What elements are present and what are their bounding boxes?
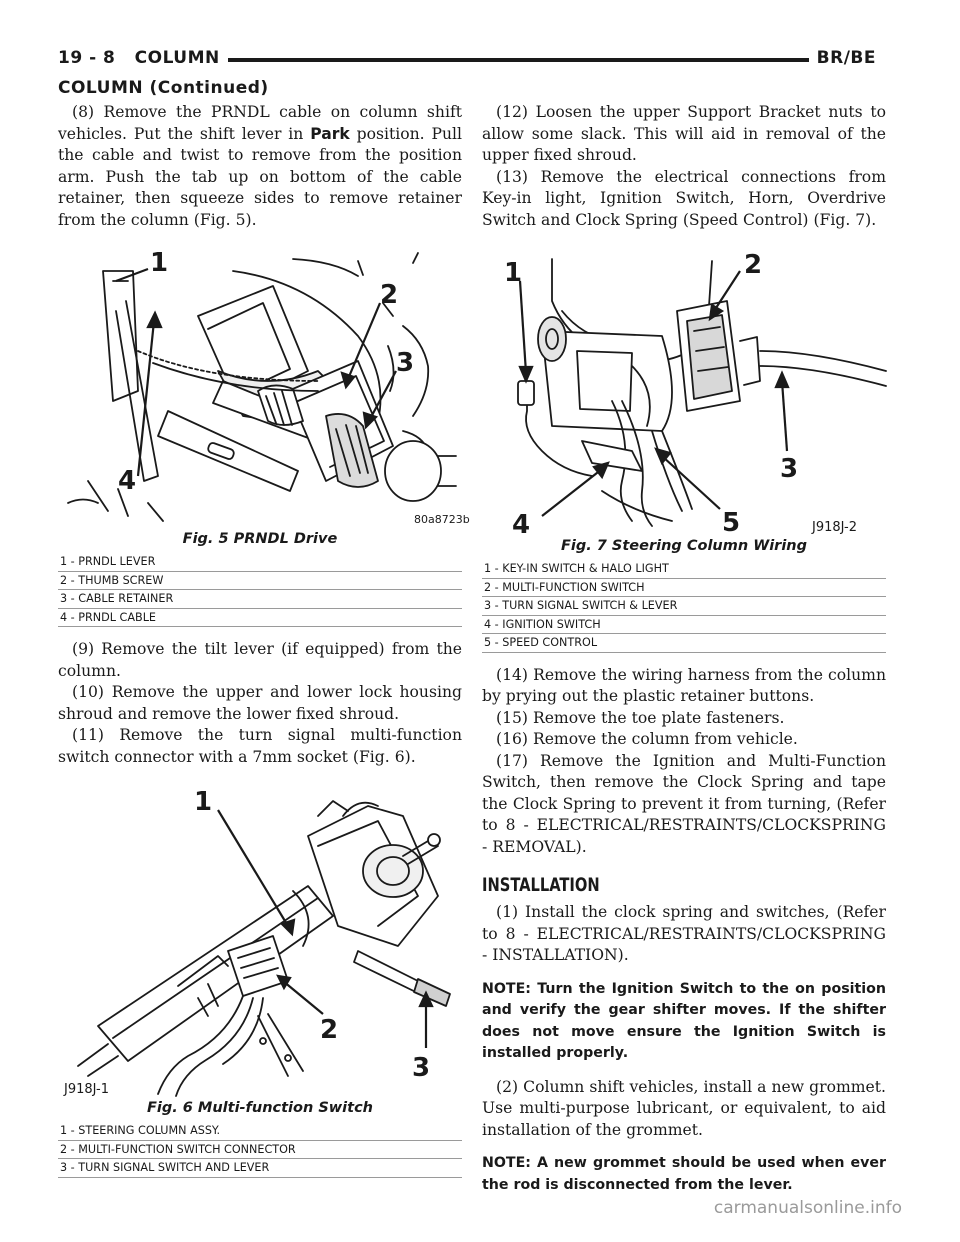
note-grommet: NOTE: A new grommet should be used when ever the rod is disconnected from the lever. xyxy=(482,1155,886,1193)
fig6-callout-1: 1 xyxy=(194,787,213,817)
legend-item: 3 - TURN SIGNAL SWITCH & LEVER xyxy=(482,597,886,616)
step-8: (8) Remove the PRNDL cable on column shift vehicles. Put the shift lever in Park position. Pull the cable and twist to remove from the position arm. Push the tab up on bottom of the cable retainer, then squeeze sides to remove retainer from the column (Fig. 5). xyxy=(58,103,462,229)
header-page-section: 19 - 8 COLUMN xyxy=(58,48,228,68)
step-17: (17) Remove the Ignition and Multi-Function Switch, then remove the Clock Spring and tape the Clock Spring to prevent it from turning, (Refer to 8 - ELECTRICAL/RESTRAINTS/CLOCKSPRING - REMOVAL). xyxy=(482,751,886,856)
left-column xyxy=(58,102,470,1178)
legend-item: 4 - IGNITION SWITCH xyxy=(482,616,886,635)
multi-function-switch-drawing xyxy=(58,776,462,1098)
prndl-drive-drawing xyxy=(58,241,470,529)
step-14: (14) Remove the wiring harness from the column by prying out the plastic retainer buttons. xyxy=(482,665,886,705)
header-model: BR/BE xyxy=(809,48,876,68)
legend-item: 3 - CABLE RETAINER xyxy=(58,590,462,609)
step-15: (15) Remove the toe plate fasteners. xyxy=(496,708,785,727)
fig6-title: Fig. 6 Multi-function Switch xyxy=(146,1100,374,1116)
fig5-legend xyxy=(58,553,462,627)
fig7-callout-5: 5 xyxy=(722,508,741,538)
watermark: carmanualsonline.info xyxy=(713,1198,902,1218)
legend-item: 1 - KEY-IN SWITCH & HALO LIGHT xyxy=(482,560,886,579)
installation-heading: INSTALLATION xyxy=(482,874,600,896)
fig6-illustration xyxy=(58,776,462,1098)
legend-item: 4 - PRNDL CABLE xyxy=(58,609,462,628)
right-column xyxy=(482,102,886,1196)
fig5-illustration xyxy=(58,241,470,529)
step-16: (16) Remove the column from vehicle. xyxy=(496,730,798,748)
fig7-legend xyxy=(482,560,886,653)
fig5-callout-1: 1 xyxy=(150,248,169,278)
note-ignition-switch: NOTE: Turn the Ignition Switch to the on position and verify the gear shifter moves. If the shifter does not move ensure the Ignition Switch is installed properly. xyxy=(482,980,886,1061)
page-header xyxy=(58,48,876,72)
fig7-callout-3: 3 xyxy=(780,454,799,484)
step-13: (13) Remove the electrical connections from Key-in light, Ignition Switch, Horn, Overdrive Switch and Clock Spring (Speed Control) (Fig. 7). xyxy=(482,167,886,229)
figure-5 xyxy=(58,241,470,627)
legend-item: 1 - PRNDL LEVER xyxy=(58,553,462,572)
fig7-title: Fig. 7 Steering Column Wiring xyxy=(560,538,808,554)
legend-item: 2 - THUMB SCREW xyxy=(58,572,462,591)
step-11: (11) Remove the turn signal multi-function switch connector with a 7mm socket (Fig. 6). xyxy=(58,726,462,766)
fig5-callout-4: 4 xyxy=(118,466,137,496)
step-9: (9) Remove the tilt lever (if equipped) from the column. xyxy=(58,640,462,680)
fig7-code: J918J-2 xyxy=(812,520,857,535)
legend-item: 5 - SPEED CONTROL xyxy=(482,634,886,653)
install-step-2: (2) Column shift vehicles, install a new grommet. Use multi-purpose lubricant, or equivalent, to aid installation of the grommet. xyxy=(482,1077,886,1139)
fig7-callout-2: 2 xyxy=(744,250,763,280)
figure-6 xyxy=(58,776,462,1178)
section-continued-title: COLUMN (Continued) xyxy=(58,78,269,98)
step-10: (10) Remove the upper and lower lock housing shroud and remove the lower fixed shroud. xyxy=(58,683,462,723)
fig6-callout-3: 3 xyxy=(412,1053,431,1083)
fig6-legend xyxy=(58,1122,462,1178)
legend-item: 2 - MULTI-FUNCTION SWITCH CONNECTOR xyxy=(58,1141,462,1160)
fig5-callout-3: 3 xyxy=(396,348,415,378)
fig5-title: Fig. 5 PRNDL Drive xyxy=(182,531,338,547)
figure-7 xyxy=(482,241,886,653)
step-12: (12) Loosen the upper Support Bracket nuts to allow some slack. This will aid in removal of the upper fixed shroud. xyxy=(482,103,886,164)
legend-item: 1 - STEERING COLUMN ASSY. xyxy=(58,1122,462,1141)
fig7-callout-4: 4 xyxy=(512,510,531,540)
fig6-callout-2: 2 xyxy=(320,1015,339,1045)
legend-item: 2 - MULTI-FUNCTION SWITCH xyxy=(482,579,886,598)
fig6-code: J918J-1 xyxy=(64,1082,109,1097)
fig5-code: 80a8723b xyxy=(414,513,470,526)
fig5-callout-2: 2 xyxy=(380,280,399,310)
fig7-illustration xyxy=(482,241,886,540)
install-step-1: (1) Install the clock spring and switches, (Refer to 8 - ELECTRICAL/RESTRAINTS/CLOCKSPRING - INSTALLATION). xyxy=(482,903,886,964)
steering-column-wiring-drawing xyxy=(482,241,886,540)
fig7-callout-1: 1 xyxy=(504,258,523,288)
legend-item: 3 - TURN SIGNAL SWITCH AND LEVER xyxy=(58,1159,462,1178)
